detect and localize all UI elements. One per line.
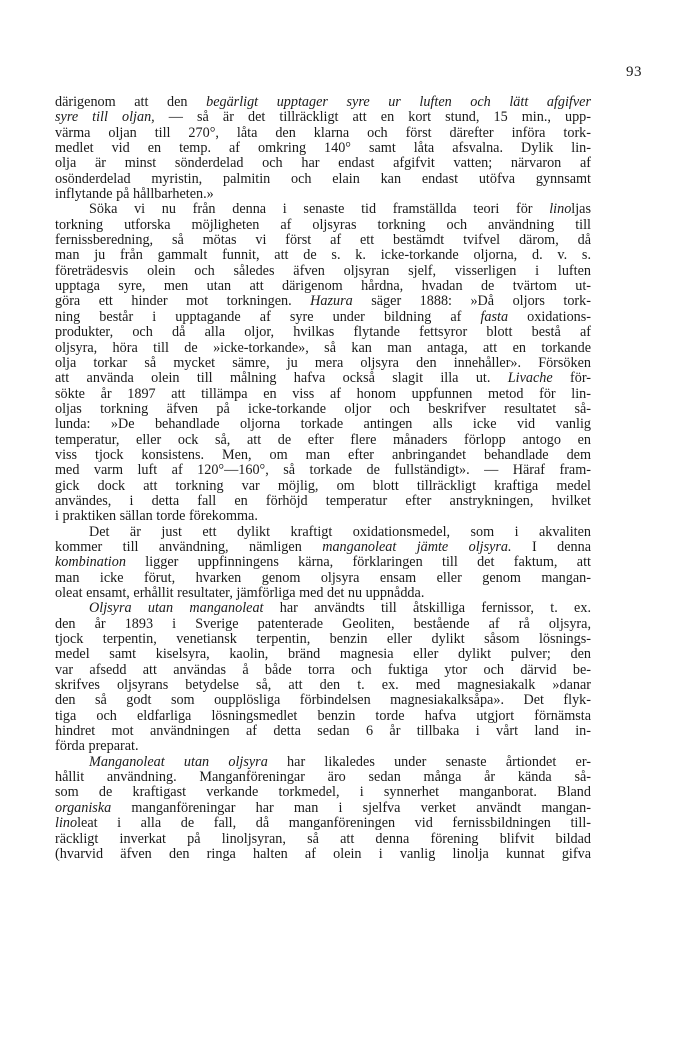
text-segment: produkter, och då alla oljor, hvilkas flytande fettsyror blott bestå af — [55, 324, 591, 341]
text-segment: har likaledes under senaste årtiondet er- — [267, 753, 591, 770]
text-line — [55, 555, 591, 570]
text-segment: temperatur, eller ock så, att de efter flere månaders förlopp antogo en — [55, 431, 591, 448]
text-line — [55, 264, 591, 279]
text-line — [55, 387, 591, 402]
text-line — [55, 693, 591, 708]
text-line — [55, 448, 591, 463]
text-line — [55, 248, 591, 263]
text-line — [55, 356, 591, 371]
text-line — [55, 755, 591, 770]
body-text — [55, 95, 591, 862]
text-line — [55, 816, 591, 831]
text-line — [55, 233, 591, 248]
text-line — [55, 709, 591, 724]
text-segment: användes, i detta fall en förhöjd temperatur efter anstrykningen, hvilket — [55, 492, 591, 509]
text-segment: upptaga syre, men utan att därigenom hårdna, hvadan de tvärtom ut- — [55, 278, 591, 295]
text-segment: man icke förut, hvarken genom oljsyra ensam eller genom mangan- — [55, 569, 591, 586]
text-segment: man ju från gammalt funnit, att de s. k. icke-torkande oljorna, d. v. s. — [55, 247, 591, 264]
text-line — [55, 172, 591, 187]
text-line — [55, 294, 591, 309]
text-segment: förda preparat. — [55, 738, 139, 755]
text-segment: oljas torkning äfven på icke-torkande oljor och beskrifver resultatet så- — [55, 400, 591, 417]
text-segment: manganföreningar har man i sjelfva verket användt mangan- — [111, 799, 591, 816]
italic-text: begärligt upptager syre ur luften och lätt afgifver — [206, 94, 591, 110]
italic-text: Oljsyra utan manganoleat — [89, 600, 264, 617]
text-segment: ning består i upptagande af syre under bildning af — [55, 308, 481, 325]
text-line — [55, 847, 591, 862]
text-segment: med varm luft af 120°—160°, så torkade de fullständigt». — Häraf fram- — [55, 462, 591, 479]
text-segment: hållit användning. Manganföreningar äro sedan många år kända så- — [55, 769, 591, 786]
italic-text: manganoleat jämte oljsyra. — [322, 538, 512, 555]
text-segment: oxidations- — [508, 308, 591, 325]
text-line — [55, 586, 591, 601]
text-line — [55, 494, 591, 509]
text-line — [55, 525, 591, 540]
text-line — [55, 785, 591, 800]
text-line — [55, 601, 591, 616]
text-segment: sökte år 1897 att tillämpa en viss af honom uppfunnen metod för lin- — [55, 385, 591, 402]
text-line — [55, 187, 591, 202]
text-segment: hindret mot användningen af detta sedan 6 år tillbaka i vårt land in- — [55, 723, 591, 740]
text-segment: medlet vid en temp. af omkring 140° samt låta afsvalna. Dylik lin- — [55, 140, 591, 157]
text-line — [55, 832, 591, 847]
text-segment: har användts till åtskilliga fernissor, t. ex. — [263, 600, 591, 617]
text-segment: säger 1888: »Då oljors tork- — [352, 293, 591, 310]
text-segment: för- — [552, 370, 591, 387]
text-line — [55, 95, 591, 110]
text-segment: osönderdelad myristin, palmitin och elain kan endast utöfva gynnsamt — [55, 170, 591, 187]
text-segment: den så godt som oupplösliga förbindelsen magnesiakalksåpa». Det flyk- — [55, 692, 591, 709]
italic-text: kombination — [55, 554, 126, 571]
text-line — [55, 678, 591, 693]
text-segment: tjock terpentin, venetiansk terpentin, benzin eller dylikt såsom lösnings- — [55, 631, 591, 648]
italic-text: fasta — [480, 308, 509, 325]
italic-text: Hazura — [310, 293, 353, 310]
text-line — [55, 770, 591, 785]
text-segment: göra ett hinder mot torkningen. — [55, 293, 311, 310]
text-line — [55, 310, 591, 325]
text-segment: oleat ensamt, erhållit resultater, jämförliga med det nu uppnådda. — [55, 585, 425, 601]
text-line — [55, 371, 591, 386]
text-segment: (hvarvid äfven den ringa halten af olein i vanlig linolja kunnat gifva — [55, 845, 591, 862]
text-segment: Söka vi nu från denna i senaste tid framställda teori för — [89, 201, 550, 218]
text-segment: olja torkar så mycket sämre, ju mera oljsyra den innehåller». Försöken — [55, 354, 591, 371]
text-segment: ligger uppfinningens kärna, förklaringen till det faktum, att — [125, 554, 591, 571]
text-line — [55, 509, 591, 524]
text-line — [55, 540, 591, 555]
text-segment: tiga och eldfarliga lösningsmedlet benzin torde hafva utgjort förnämsta — [55, 707, 591, 724]
text-line — [55, 402, 591, 417]
text-segment: medel samt kiselsyra, kaolin, bränd magnesia eller dylikt pulver; den — [55, 646, 591, 663]
italic-text: lino — [549, 201, 572, 218]
text-line — [55, 647, 591, 662]
italic-text: Manganoleat utan oljsyra — [89, 753, 268, 770]
text-segment: viss tjock konsistens. Men, om man efter anbringandet behandlade dem — [55, 446, 591, 463]
text-segment: företrädesvis olein och således äfven oljsyran sjelf, visserligen i luften — [55, 262, 591, 279]
page-number: 93 — [626, 64, 642, 80]
paragraph — [55, 202, 591, 524]
text-line — [55, 417, 591, 432]
text-line — [55, 141, 591, 156]
italic-text: Livache — [507, 370, 553, 387]
text-line — [55, 463, 591, 478]
text-line — [55, 279, 591, 294]
text-segment: fernissberedning, så mötas vi först af ett bestämdt tvifvel därom, då — [55, 232, 591, 249]
text-segment: att använda olein till målning hafva också slagit illa ut. — [55, 370, 508, 387]
text-line — [55, 617, 591, 632]
text-line — [55, 126, 591, 141]
text-segment: därigenom att den — [55, 94, 207, 110]
text-segment: kommer till användning, nämligen — [55, 538, 323, 555]
text-segment: i praktiken sällan torde förekomma. — [55, 508, 258, 525]
text-line — [55, 218, 591, 233]
text-line — [55, 156, 591, 171]
text-segment: olja är minst sönderdelad och har endast afgifvit vatten; närvaron af — [55, 155, 591, 172]
text-line — [55, 724, 591, 739]
text-segment: den år 1893 i Sverige patenterade Geoliten, bestående af rå oljsyra, — [55, 615, 591, 632]
italic-text: organiska — [55, 799, 112, 816]
text-segment: lunda: »De behandlade oljorna torkade antingen alls icke vid vanlig — [55, 416, 591, 433]
italic-text: syre till oljan, — [55, 109, 155, 126]
text-segment: inflytande på hållbarheten.» — [55, 186, 214, 203]
text-segment: som de kraftigast verkande torkmedel, i synnerhet manganborat. Bland — [55, 784, 591, 801]
paragraph — [55, 525, 591, 602]
text-segment: räckligt inverkat på linoljsyran, så att denna förening blifvit bildad — [55, 830, 591, 847]
text-segment: — så är det tillräckligt att en kort stund, 15 min., upp- — [154, 109, 591, 126]
text-line — [55, 739, 591, 754]
text-line — [55, 110, 591, 125]
paragraph — [55, 755, 591, 862]
text-line — [55, 571, 591, 586]
text-segment: var afsedd att användas å både torra och fuktiga ytor och därvid be- — [55, 661, 591, 678]
text-segment: torkning utforska möjligheten af oljsyras torkning och användning till — [55, 216, 591, 233]
text-line — [55, 479, 591, 494]
text-segment: Det är just ett dylikt kraftigt oxidationsmedel, som i akvaliten — [89, 523, 591, 540]
text-segment: värma oljan till 270°, låta den klarna och först därefter införa tork- — [55, 124, 591, 141]
text-line — [55, 632, 591, 647]
text-segment: leat i alla de fall, då manganföreningen vid fernissbildningen till- — [77, 815, 591, 832]
paragraph — [55, 601, 591, 754]
text-line — [55, 663, 591, 678]
text-line — [55, 801, 591, 816]
italic-text: lino — [55, 815, 78, 832]
text-line — [55, 341, 591, 356]
paragraph — [55, 95, 591, 202]
text-segment: I denna — [511, 538, 591, 555]
text-line — [55, 433, 591, 448]
text-segment: ljas — [571, 201, 591, 218]
text-segment: oljsyra, höra till de »icke-torkande», så kan man antaga, att en torkande — [55, 339, 591, 356]
text-segment: skrifves oljsyrans betydelse så, att den t. ex. med magnesiakalk »danar — [55, 677, 591, 694]
text-line — [55, 325, 591, 340]
text-segment: gick dock att torkning var möjlig, om blott tillräckligt kraftiga medel — [55, 477, 591, 494]
text-line — [55, 202, 591, 217]
